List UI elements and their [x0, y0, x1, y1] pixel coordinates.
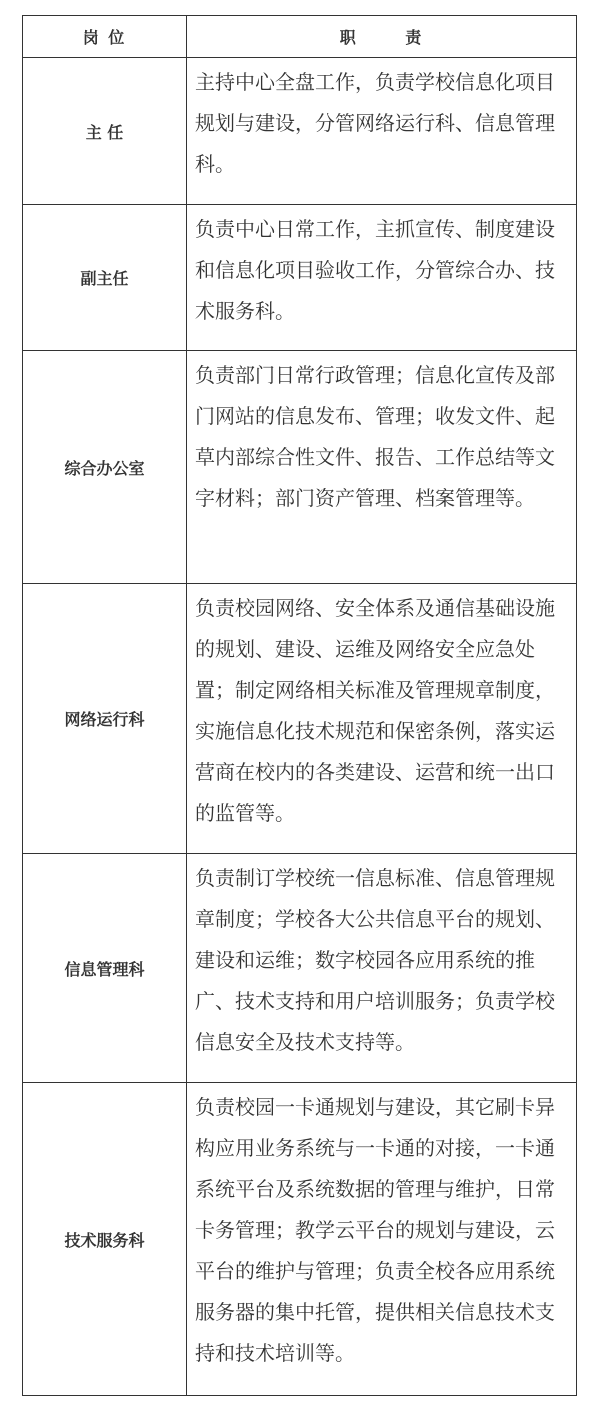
- post-cell: 综合办公室: [23, 351, 187, 584]
- table-row: [23, 584, 577, 854]
- post-cell: 信息管理科: [23, 854, 187, 1083]
- duty-cell: 负责部门日常行政管理；信息化宣传及部门网站的信息发布、管理；收发文件、起草内部综合性文件、报告、工作总结等文字材料；部门资产管理、档案管理等。: [187, 351, 577, 584]
- table-row: [23, 58, 577, 205]
- table-row: [23, 854, 577, 1083]
- header-duty: 职 责: [187, 16, 577, 58]
- post-cell: 主 任: [23, 58, 187, 205]
- header-post: 岗 位: [23, 16, 187, 58]
- table-row: [23, 205, 577, 351]
- post-cell: 副主任: [23, 205, 187, 351]
- duty-cell: 负责校园一卡通规划与建设，其它刷卡异构应用业务系统与一卡通的对接，一卡通系统平台及系统数据的管理与维护，日常卡务管理；教学云平台的规划与建设，云平台的维护与管理；负责全校各应用系统服务器的集中托管，提供相关信息技术支持和技术培训等。: [187, 1083, 577, 1396]
- duty-cell: 负责校园网络、安全体系及通信基础设施的规划、建设、运维及网络安全应急处置；制定网络相关标准及管理规章制度，实施信息化技术规范和保密条例，落实运营商在校内的各类建设、运营和统一出口的监管等。: [187, 584, 577, 854]
- duty-table: [22, 15, 577, 1396]
- table-row: [23, 1083, 577, 1396]
- header-row: [23, 16, 577, 58]
- duty-cell: 主持中心全盘工作，负责学校信息化项目规划与建设，分管网络运行科、信息管理科。: [187, 58, 577, 205]
- table-row: [23, 351, 577, 584]
- duty-cell: 负责中心日常工作，主抓宣传、制度建设和信息化项目验收工作，分管综合办、技术服务科。: [187, 205, 577, 351]
- duty-cell: 负责制订学校统一信息标准、信息管理规章制度；学校各大公共信息平台的规划、建设和运维；数字校园各应用系统的推广、技术支持和用户培训服务；负责学校信息安全及技术支持等。: [187, 854, 577, 1083]
- post-cell: 技术服务科: [23, 1083, 187, 1396]
- post-cell: 网络运行科: [23, 584, 187, 854]
